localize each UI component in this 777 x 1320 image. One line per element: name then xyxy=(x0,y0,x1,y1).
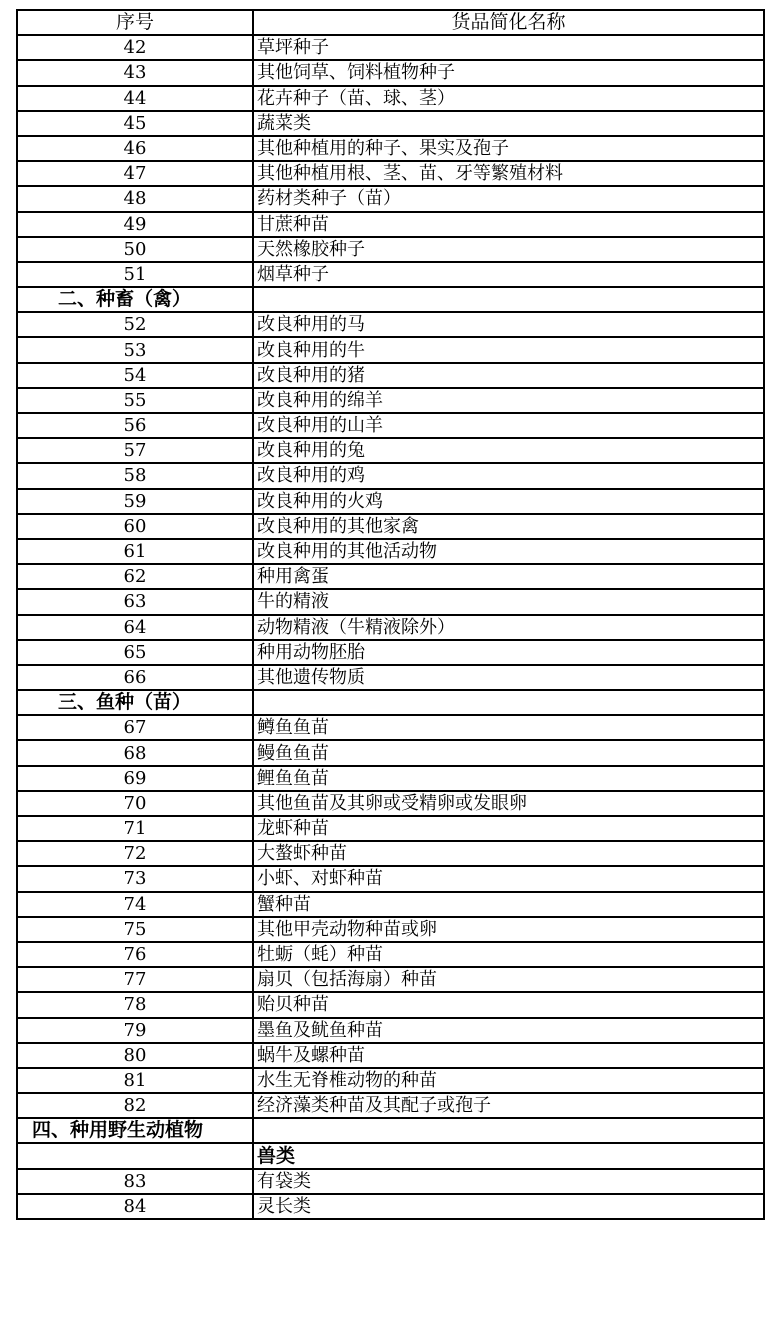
goods-name-cell: 墨鱼及鱿鱼种苗 xyxy=(253,1018,764,1043)
table-row xyxy=(17,60,764,85)
table-row xyxy=(17,312,764,337)
goods-name-cell: 花卉种子（苗、球、茎） xyxy=(253,86,764,111)
goods-name-cell: 其他种植用根、茎、苗、牙等繁殖材料 xyxy=(253,161,764,186)
table-row xyxy=(17,866,764,891)
header-serial-number: 序号 xyxy=(17,10,253,35)
serial-number-cell: 77 xyxy=(17,967,253,992)
serial-number-cell: 64 xyxy=(17,615,253,640)
serial-number-cell: 69 xyxy=(17,766,253,791)
serial-number-cell: 42 xyxy=(17,35,253,60)
serial-number-cell: 46 xyxy=(17,136,253,161)
goods-name-cell: 小虾、对虾种苗 xyxy=(253,866,764,891)
table-row xyxy=(17,337,764,362)
serial-number-cell: 60 xyxy=(17,514,253,539)
serial-number-cell: 82 xyxy=(17,1093,253,1118)
goods-name-cell: 改良种用的猪 xyxy=(253,363,764,388)
category-label: 兽类 xyxy=(253,1143,764,1168)
goods-name-cell: 牛的精液 xyxy=(253,589,764,614)
goods-name-cell: 鳗鱼鱼苗 xyxy=(253,740,764,765)
table-row xyxy=(17,413,764,438)
table-row xyxy=(17,640,764,665)
serial-number-cell: 62 xyxy=(17,564,253,589)
table-body xyxy=(17,35,764,1219)
table-row xyxy=(17,463,764,488)
serial-number-cell: 45 xyxy=(17,111,253,136)
table-row xyxy=(17,136,764,161)
goods-name-cell: 改良种用的其他活动物 xyxy=(253,539,764,564)
goods-table xyxy=(16,9,765,1220)
goods-name-cell: 改良种用的牛 xyxy=(253,337,764,362)
serial-number-cell: 76 xyxy=(17,942,253,967)
table-row xyxy=(17,715,764,740)
goods-name-cell: 种用动物胚胎 xyxy=(253,640,764,665)
serial-number-cell: 47 xyxy=(17,161,253,186)
goods-name-cell: 扇贝（包括海扇）种苗 xyxy=(253,967,764,992)
serial-number-cell: 59 xyxy=(17,489,253,514)
empty-cell xyxy=(253,690,764,715)
goods-name-cell: 蔬菜类 xyxy=(253,111,764,136)
serial-number-cell: 55 xyxy=(17,388,253,413)
section-title: 三、鱼种（苗） xyxy=(17,690,253,715)
serial-number-cell: 83 xyxy=(17,1169,253,1194)
table-row xyxy=(17,967,764,992)
goods-name-cell: 改良种用的山羊 xyxy=(253,413,764,438)
table-row xyxy=(17,1194,764,1219)
table-row xyxy=(17,514,764,539)
goods-name-cell: 水生无脊椎动物的种苗 xyxy=(253,1068,764,1093)
subheader-row xyxy=(17,1143,764,1168)
serial-number-cell: 78 xyxy=(17,992,253,1017)
goods-name-cell: 改良种用的其他家禽 xyxy=(253,514,764,539)
header-row xyxy=(17,10,764,35)
section-row xyxy=(17,1118,764,1143)
section-row xyxy=(17,690,764,715)
table-row xyxy=(17,791,764,816)
goods-name-cell: 天然橡胶种子 xyxy=(253,237,764,262)
table-row xyxy=(17,186,764,211)
table-row xyxy=(17,615,764,640)
serial-number-cell: 63 xyxy=(17,589,253,614)
table-row xyxy=(17,841,764,866)
table-row xyxy=(17,539,764,564)
serial-number-cell: 79 xyxy=(17,1018,253,1043)
serial-number-cell: 84 xyxy=(17,1194,253,1219)
table-row xyxy=(17,1093,764,1118)
serial-number-cell: 81 xyxy=(17,1068,253,1093)
goods-name-cell: 大螯虾种苗 xyxy=(253,841,764,866)
serial-number-cell: 58 xyxy=(17,463,253,488)
table-row xyxy=(17,161,764,186)
serial-number-cell: 74 xyxy=(17,892,253,917)
goods-name-cell: 蟹种苗 xyxy=(253,892,764,917)
serial-number-cell: 56 xyxy=(17,413,253,438)
goods-name-cell: 动物精液（牛精液除外） xyxy=(253,615,764,640)
table-row xyxy=(17,917,764,942)
serial-number-cell: 73 xyxy=(17,866,253,891)
goods-name-cell: 其他种植用的种子、果实及孢子 xyxy=(253,136,764,161)
section-row xyxy=(17,287,764,312)
goods-name-cell: 经济藻类种苗及其配子或孢子 xyxy=(253,1093,764,1118)
table-row xyxy=(17,892,764,917)
table-row xyxy=(17,237,764,262)
table-row xyxy=(17,1043,764,1068)
empty-cell xyxy=(253,287,764,312)
table-row xyxy=(17,363,764,388)
table-row xyxy=(17,212,764,237)
table-row xyxy=(17,489,764,514)
serial-number-cell: 44 xyxy=(17,86,253,111)
serial-number-cell: 65 xyxy=(17,640,253,665)
table-row xyxy=(17,438,764,463)
serial-number-cell: 68 xyxy=(17,740,253,765)
goods-name-cell: 其他遗传物质 xyxy=(253,665,764,690)
table-row xyxy=(17,816,764,841)
goods-name-cell: 鲤鱼鱼苗 xyxy=(253,766,764,791)
table-row xyxy=(17,740,764,765)
goods-name-cell: 贻贝种苗 xyxy=(253,992,764,1017)
goods-name-cell: 其他甲壳动物种苗或卵 xyxy=(253,917,764,942)
goods-name-cell: 其他鱼苗及其卵或受精卵或发眼卵 xyxy=(253,791,764,816)
goods-name-cell: 龙虾种苗 xyxy=(253,816,764,841)
goods-name-cell: 甘蔗种苗 xyxy=(253,212,764,237)
serial-number-cell: 52 xyxy=(17,312,253,337)
goods-name-cell: 烟草种子 xyxy=(253,262,764,287)
goods-name-cell: 改良种用的马 xyxy=(253,312,764,337)
section-title: 四、种用野生动植物 xyxy=(17,1118,253,1143)
serial-number-cell: 53 xyxy=(17,337,253,362)
goods-name-cell: 草坪种子 xyxy=(253,35,764,60)
goods-name-cell: 种用禽蛋 xyxy=(253,564,764,589)
serial-number-cell: 54 xyxy=(17,363,253,388)
goods-name-cell: 药材类种子（苗） xyxy=(253,186,764,211)
table-row xyxy=(17,86,764,111)
table-row xyxy=(17,766,764,791)
goods-name-cell: 灵长类 xyxy=(253,1194,764,1219)
serial-number-cell: 72 xyxy=(17,841,253,866)
serial-number-cell: 49 xyxy=(17,212,253,237)
table-row xyxy=(17,262,764,287)
table-row xyxy=(17,992,764,1017)
table-row xyxy=(17,388,764,413)
goods-name-cell: 鳟鱼鱼苗 xyxy=(253,715,764,740)
goods-name-cell: 牡蛎（蚝）种苗 xyxy=(253,942,764,967)
header-goods-name: 货品简化名称 xyxy=(253,10,764,35)
serial-number-cell: 50 xyxy=(17,237,253,262)
table-row xyxy=(17,589,764,614)
empty-cell xyxy=(17,1143,253,1168)
goods-name-cell: 改良种用的鸡 xyxy=(253,463,764,488)
goods-name-cell: 改良种用的火鸡 xyxy=(253,489,764,514)
serial-number-cell: 48 xyxy=(17,186,253,211)
empty-cell xyxy=(253,1118,764,1143)
serial-number-cell: 67 xyxy=(17,715,253,740)
table-row xyxy=(17,1169,764,1194)
serial-number-cell: 80 xyxy=(17,1043,253,1068)
table-row xyxy=(17,665,764,690)
table-row xyxy=(17,1018,764,1043)
serial-number-cell: 71 xyxy=(17,816,253,841)
serial-number-cell: 57 xyxy=(17,438,253,463)
table-row xyxy=(17,942,764,967)
section-title: 二、种畜（禽） xyxy=(17,287,253,312)
serial-number-cell: 61 xyxy=(17,539,253,564)
goods-name-cell: 改良种用的兔 xyxy=(253,438,764,463)
serial-number-cell: 66 xyxy=(17,665,253,690)
goods-name-cell: 其他饲草、饲料植物种子 xyxy=(253,60,764,85)
table-row xyxy=(17,35,764,60)
goods-name-cell: 有袋类 xyxy=(253,1169,764,1194)
serial-number-cell: 43 xyxy=(17,60,253,85)
table-row xyxy=(17,1068,764,1093)
serial-number-cell: 51 xyxy=(17,262,253,287)
goods-name-cell: 蜗牛及螺种苗 xyxy=(253,1043,764,1068)
table-row xyxy=(17,111,764,136)
goods-name-cell: 改良种用的绵羊 xyxy=(253,388,764,413)
serial-number-cell: 70 xyxy=(17,791,253,816)
table-row xyxy=(17,564,764,589)
serial-number-cell: 75 xyxy=(17,917,253,942)
